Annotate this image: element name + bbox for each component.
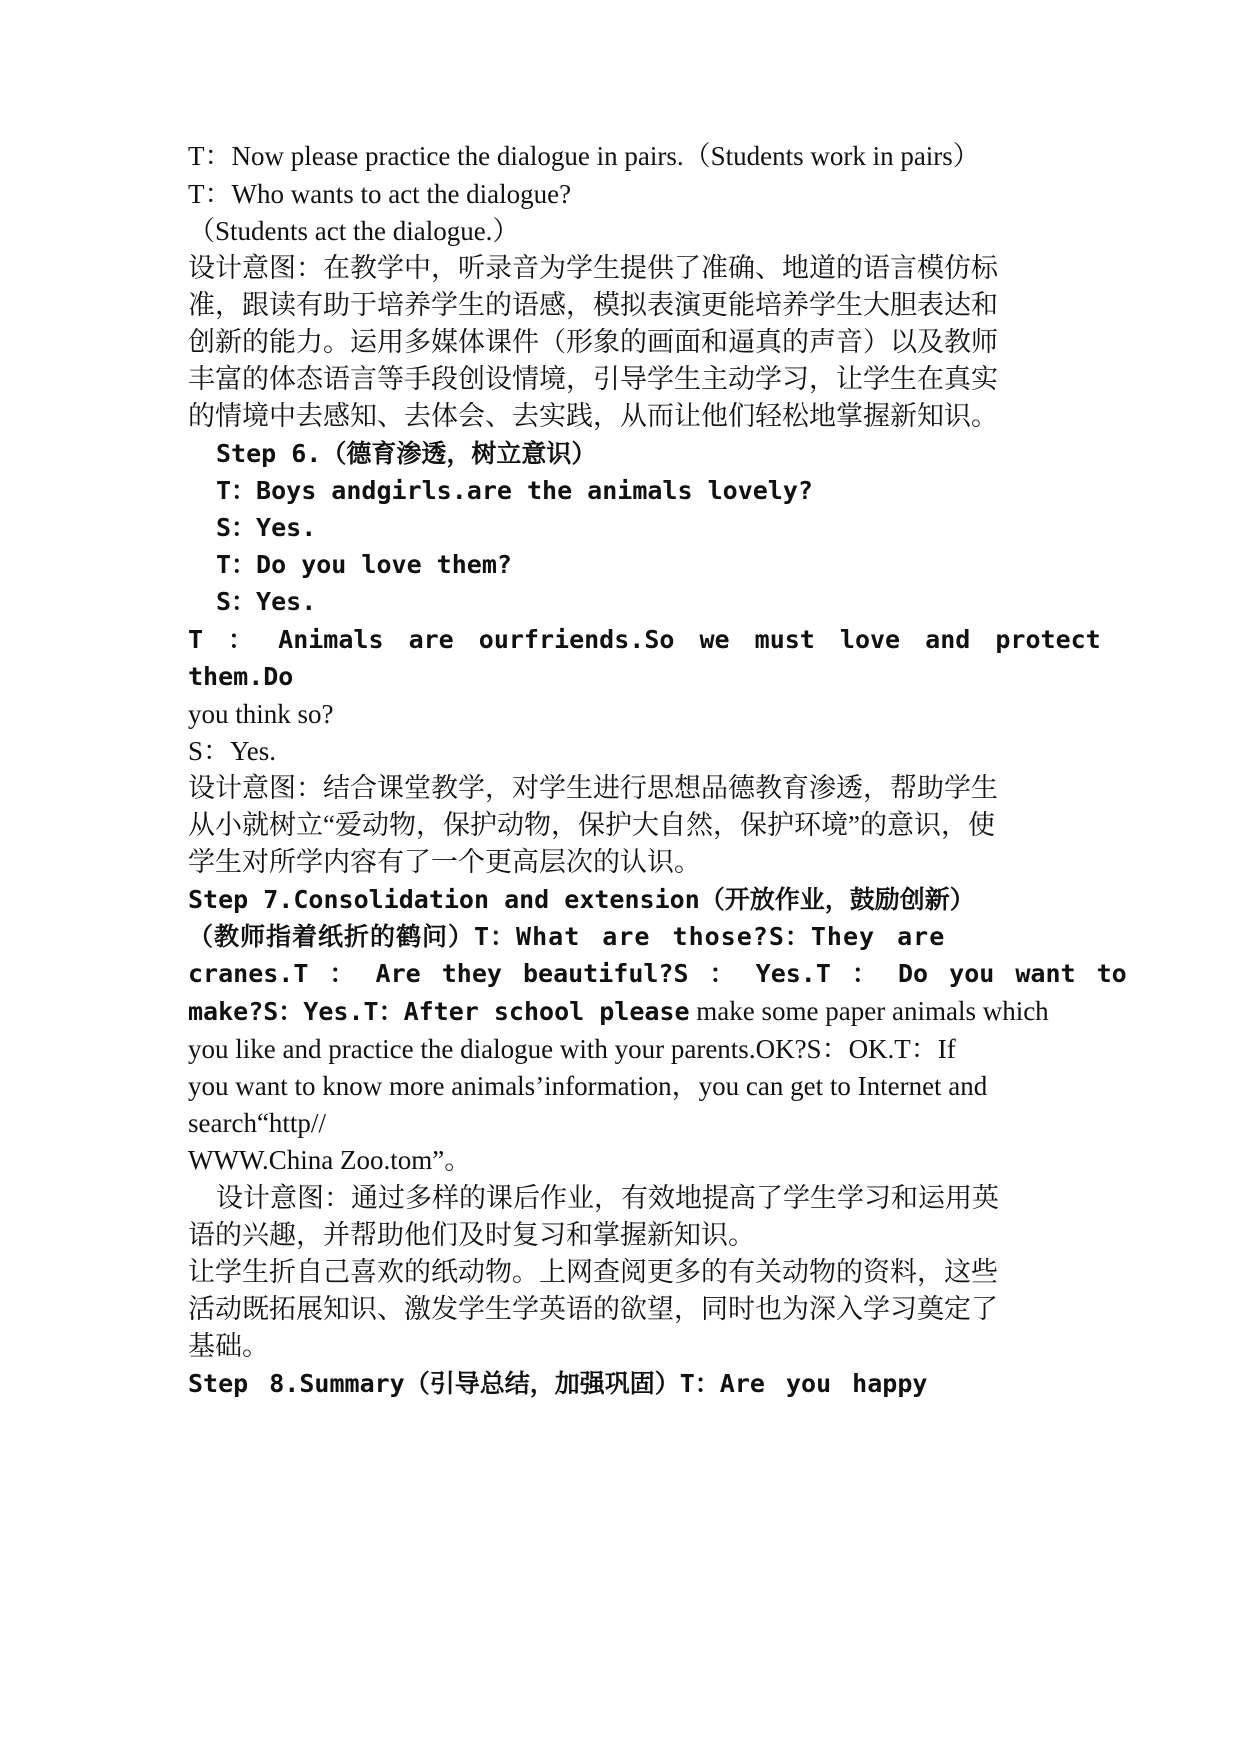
design-intent-text: 从小就树立“爱动物，保护动物，保护大自然，保护环境”的意识，使 [188,810,995,840]
step-heading: Step 6.（德育渗透，树立意识） [216,439,597,468]
dialogue-line: S：Yes. [216,513,317,542]
dialogue-line: you think so? [188,699,334,729]
dialogue-line: them.Do [188,662,294,691]
dialogue-line [188,998,1049,1025]
bold-segment: make?S：Yes.T：After school please [188,997,690,1026]
step-heading: Step 7.Consolidation and extension（开放作业，鼓励创新） [188,885,975,914]
dialogue-line: search“http// [188,1108,326,1138]
design-intent-text: 活动既拓展知识、激发学生学英语的欲望，同时也为深入学习奠定了 [188,1294,998,1324]
dialogue-line: （教师指着纸折的鹤问）T：What are those?S：They are [188,922,946,951]
design-intent-text: 丰富的体态语言等手段创设情境，引导学生主动学习，让学生在真实 [188,364,998,394]
design-intent-text: 设计意图：通过多样的课后作业，有效地提高了学生学习和运用英 [216,1183,999,1213]
stage-direction: （Students act the dialogue.） [188,216,520,246]
dialogue-line: cranes.T ： Are they beautiful?S ： Yes.T ： Do you want to [188,959,1127,988]
dialogue-line: T：Now please practice the dialogue in pairs.（Students work in pairs） [188,141,980,171]
design-intent-text: 创新的能力。运用多媒体课件（形象的画面和逼真的声音）以及教师 [188,327,998,357]
design-intent-text: 设计意图：在教学中，听录音为学生提供了准确、地道的语言模仿标 [188,253,998,283]
dialogue-line: T：Boys andgirls.are the animals lovely? [216,476,813,505]
dialogue-line: WWW.China Zoo.tom”。 [188,1145,472,1175]
dialogue-line: you like and practice the dialogue with your parents.OK?S：OK.T：If [188,1034,956,1064]
design-intent-text: 语的兴趣，并帮助他们及时复习和掌握新知识。 [188,1220,755,1250]
design-intent-text: 让学生折自己喜欢的纸动物。上网查阅更多的有关动物的资料，这些 [188,1257,998,1287]
dialogue-line: you want to know more animals’information，you can get to Internet and [188,1071,988,1101]
design-intent-text: 基础。 [188,1331,269,1361]
design-intent-text: 准，跟读有助于培养学生的语感，模拟表演更能培养学生大胆表达和 [188,290,998,320]
step-heading: Step 8.Summary（引导总结，加强巩固）T：Are you happy [188,1369,928,1398]
design-intent-text: 设计意图：结合课堂教学，对学生进行思想品德教育渗透，帮助学生 [188,773,998,803]
design-intent-text: 学生对所学内容有了一个更高层次的认识。 [188,847,701,877]
dialogue-line: S：Yes. [188,736,277,766]
dialogue-line: T ： Animals are ourfriends.So we must love and protect [188,625,1101,654]
plain-segment: make some paper animals which [689,996,1049,1026]
design-intent-text: 的情境中去感知、去体会、去实践，从而让他们轻松地掌握新知识。 [188,401,998,431]
dialogue-line: S：Yes. [216,587,317,616]
dialogue-line: T：Who wants to act the dialogue? [188,179,572,209]
dialogue-line: T：Do you love them? [216,550,512,579]
